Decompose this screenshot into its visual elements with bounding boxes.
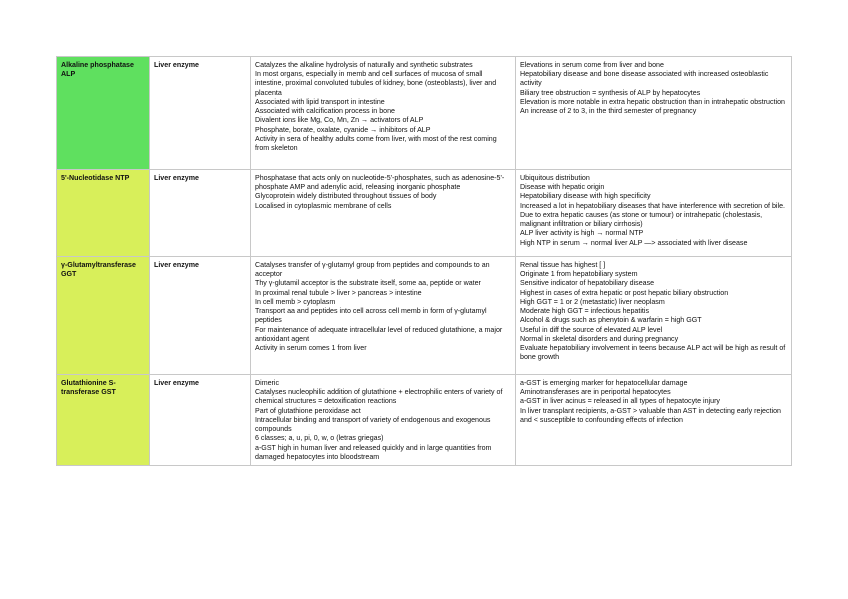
- text-line: 6 classes; a, u, pi, 0, w, o (letras griegas): [255, 434, 384, 443]
- table-row: [57, 375, 792, 466]
- text-line: Divalent ions like Mg, Co, Mn, Zn → activators of ALP: [255, 116, 424, 125]
- enzyme-name-cell: [57, 170, 150, 257]
- text-line: Intracellular binding and transport of variety of endogenous and exogenous compounds: [255, 415, 491, 434]
- enzyme-table: [56, 56, 792, 466]
- clinical-significance: [516, 375, 792, 466]
- text-line: For maintenance of adequate intracellular level of reduced glutathione, a major antioxidant agent: [255, 325, 503, 343]
- text-line: In liver transplant recipients, a-GST > valuable than AST in detecting early rejection and < susceptible to confounding effects of infection: [520, 406, 781, 424]
- text-line: Activity in sera of healthy adults come from liver, with most of the rest coming from skeleton: [255, 134, 497, 152]
- enzyme-name-cell: [57, 57, 150, 170]
- enzyme-category: Liver enzyme: [150, 170, 251, 257]
- text-line: Biliary tree obstruction = synthesis of ALP by hepatocytes: [520, 88, 701, 97]
- text-line: Associated with calcification process in bone: [255, 107, 395, 116]
- text-line: Evaluate hepatobiliary involvement in teens because ALP act will be high as result of bone growth: [520, 343, 786, 362]
- clinical-significance: [516, 170, 792, 257]
- enzyme-name-cell: [57, 257, 150, 375]
- enzyme-description: [251, 375, 516, 466]
- clinical-significance: [516, 257, 792, 375]
- text-line: Catalyses transfer of γ-glutamyl group from peptides and compounds to an acceptor: [255, 261, 490, 279]
- text-line: Catalyzes the alkaline hydrolysis of naturally and synthetic substrates: [255, 61, 473, 69]
- text-line: a-GST high in human liver and released quickly and in large quantities from damaged hepatocytes into bloodstream: [255, 443, 492, 461]
- text-line: Catalyses nucleophilic addition of glutathione + electrophilic enters of variety of chemical structures = detoxification reactions: [255, 388, 503, 406]
- text-line: Dimeric: [255, 379, 280, 387]
- text-line: Normal in skeletal disorders and during pregnancy: [520, 334, 679, 343]
- table-row: [57, 57, 792, 170]
- text-line: Increased a lot in hepatobiliary diseases that have interference with secretion of bile. Due to extra hepatic causes (as stone or tumour) or intrahepatic (cholestasis, malignant infiltration or biliary cirrhosis): [520, 201, 785, 229]
- text-line: Hepatobiliary disease with high specificity: [520, 192, 651, 201]
- text-line: Renal tissue has highest [ ]: [520, 261, 606, 269]
- enzyme-category: Liver enzyme: [150, 257, 251, 375]
- text-line: Highest in cases of extra hepatic or post hepatic biliary obstruction: [520, 288, 729, 297]
- text-line: Alcohol & drugs such as phenytoin & warfarin = high GGT: [520, 316, 702, 325]
- text-line: Elevations in serum come from liver and bone: [520, 61, 664, 69]
- enzyme-name: Alkaline phosphatase ALP: [61, 61, 134, 79]
- text-line: Aminotransferases are in periportal hepatocytes: [520, 388, 671, 397]
- text-line: High GGT = 1 or 2 (metastatic) liver neoplasm: [520, 297, 665, 306]
- text-line: Hepatobiliary disease and bone disease associated with increased osteoblastic activity: [520, 70, 769, 88]
- enzyme-category: Liver enzyme: [150, 375, 251, 466]
- text-line: Sensitive indicator of hepatobiliary disease: [520, 279, 655, 288]
- text-line: In most organs, especially in memb and cell surfaces of mucosa of small intestine, proximal convoluted tubules of kidney, bone (osteoblasts), liver and placenta: [255, 70, 497, 97]
- text-line: In cell memb > cytoplasm: [255, 297, 336, 306]
- text-line: An increase of 2 to 3, in the third semester of pregnancy: [520, 107, 697, 116]
- text-line: High NTP in serum → normal liver ALP —> associated with liver disease: [520, 238, 748, 247]
- enzyme-description: [251, 170, 516, 257]
- table-row: [57, 257, 792, 375]
- text-line: Elevation is more notable in extra hepatic obstruction than in intrahepatic obstruction: [520, 97, 785, 106]
- enzyme-category: Liver enzyme: [150, 57, 251, 170]
- enzyme-name: 5'-Nucleotidase NTP: [61, 174, 130, 182]
- text-line: Useful in diff the source of elevated ALP level: [520, 325, 663, 334]
- table-row: [57, 170, 792, 257]
- text-line: Ubiquitous distribution: [520, 174, 590, 182]
- text-line: Glycoprotein widely distributed throughout tissues of body: [255, 192, 437, 201]
- text-line: Associated with lipid transport in intestine: [255, 97, 385, 106]
- text-line: Transport aa and peptides into cell across cell memb in form of γ-glutamyl peptides: [255, 307, 487, 325]
- text-line: a-GST is emerging marker for hepatocellular damage: [520, 379, 688, 387]
- clinical-significance: [516, 57, 792, 170]
- enzyme-description: [251, 57, 516, 170]
- text-line: Localised in cytoplasmic membrane of cells: [255, 201, 392, 210]
- enzyme-name-cell: [57, 375, 150, 466]
- text-line: Phosphate, borate, oxalate, cyanide → inhibitors of ALP: [255, 125, 431, 134]
- text-line: Phosphatase that acts only on nucleotide-5'-phosphates, such as adenosine-5'-phosphate AMP and adenylic acid, releasing inorganic phosphate: [255, 174, 505, 192]
- text-line: ALP liver activity is high → normal NTP: [520, 229, 644, 238]
- enzyme-description: [251, 257, 516, 375]
- text-line: Thy γ-glutamil acceptor is the substrate itself, some aa, peptide or water: [255, 279, 481, 288]
- text-line: Moderate high GGT = infectious hepatitis: [520, 307, 650, 316]
- text-line: Disease with hepatic origin: [520, 183, 605, 192]
- enzyme-name: γ-Glutamyltransferase GGT: [61, 261, 136, 279]
- text-line: Activity in serum comes 1 from liver: [255, 343, 367, 352]
- text-line: Originate 1 from hepatobiliary system: [520, 270, 638, 279]
- text-line: a-GST in liver acinus = released in all types of hepatocyte injury: [520, 397, 720, 406]
- enzyme-name: Glutathionine S-transferase GST: [61, 379, 116, 397]
- text-line: Part of glutathione peroxidase act: [255, 406, 361, 415]
- text-line: In proximal renal tubule > liver > pancreas > intestine: [255, 288, 422, 297]
